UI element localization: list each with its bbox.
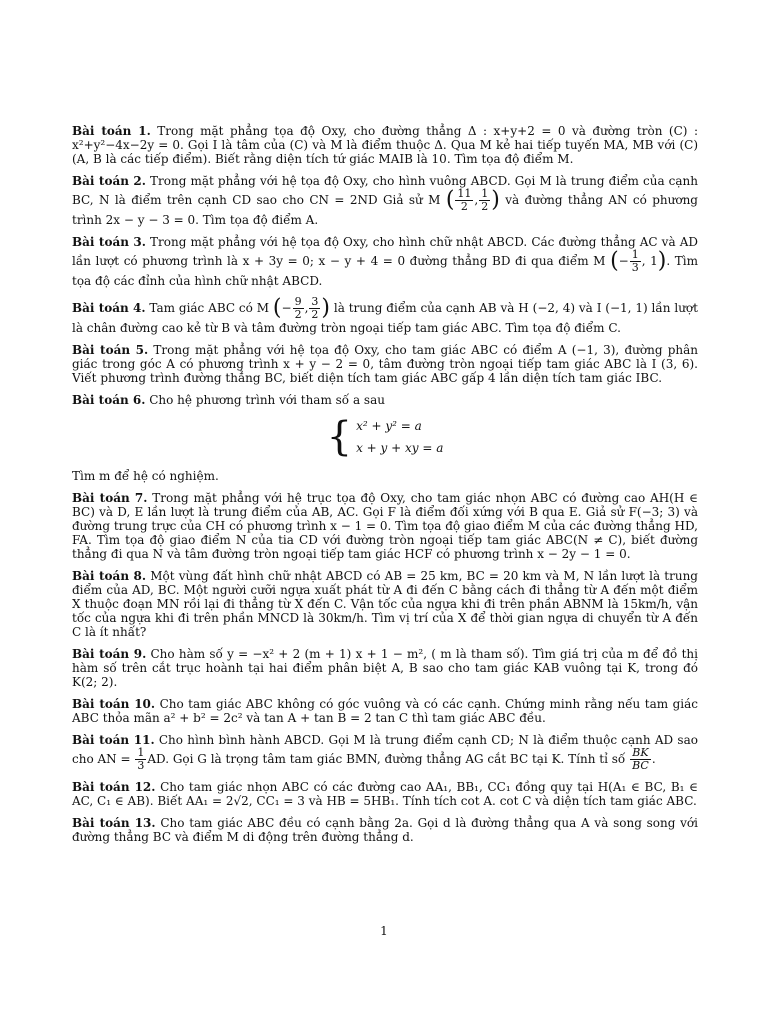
- minus-sign: −: [281, 301, 292, 315]
- problem-9: [72, 647, 698, 689]
- coordinate-tail: , 1: [641, 254, 658, 268]
- problem-text: Cho hệ phương trình với tham số a sau: [149, 393, 385, 407]
- problem-label: Bài toán 4.: [72, 301, 146, 315]
- problem-label: Bài toán 13.: [72, 816, 156, 830]
- open-paren: (: [272, 295, 282, 321]
- problem-text: . Tìm tọa độ các đỉnh của hình chữ nhật ABCD.: [72, 254, 698, 288]
- open-paren: (: [445, 187, 455, 213]
- problem-text: Cho tam giác ABC đều có cạnh bằng 2a. Gọi d là đường thẳng qua A và song song với đường thẳng BC và điểm M di động trên đường thẳng d.: [72, 816, 698, 844]
- problem-text: Trong mặt phẳng tọa độ Oxy, cho đường thẳng Δ : x+y+2 = 0 và đường tròn (C) : x²+y²−4x−2y = 0. Gọi I là tâm của (C) và M là điểm thuộc Δ. Qua M kẻ hai tiếp tuyến MA, MB với (C) (A, B là các tiếp điểm). Biết rằng diện tích tứ giác MAIB là 10. Tìm tọa độ điểm M.: [72, 124, 698, 166]
- fraction: $\frac{11}{2}$: [457, 187, 472, 213]
- equations: [356, 415, 443, 459]
- problem-text: Trong mặt phẳng với hệ tọa độ Oxy, cho hình vuông ABCD. Gọi M là trung điểm của cạnh BC, N là điểm trên cạnh CD sao cho CN = 2ND Giả sử M: [72, 174, 699, 207]
- left-brace: {: [326, 414, 353, 460]
- problem-label: Bài toán 7.: [72, 491, 148, 505]
- problem-text: AD. Gọi G là trọng tâm tam giác BMN, đường thẳng AG cắt BC tại K. Tính tỉ số: [147, 752, 626, 766]
- fraction: $\frac{1}{3}$: [137, 746, 145, 772]
- problem-10: [72, 697, 698, 725]
- minus-sign: −: [618, 254, 629, 268]
- close-paren: ): [321, 295, 330, 321]
- fraction: $\frac{1}{2}$: [481, 187, 489, 213]
- equation-1: x² + y² = a: [356, 419, 422, 433]
- problem-8: [72, 569, 698, 639]
- problem-text: Trong mặt phẳng với hệ tọa độ Oxy, cho hình chữ nhật ABCD. Các đường thẳng AC và AD lần lượt có phương trình là x + 3y = 0; x − y + 4 = 0 đường thẳng BD đi qua điểm M: [72, 235, 698, 268]
- problem-text: Trong mặt phẳng với hệ trục tọa độ Oxy, cho tam giác nhọn ABC có đường cao AH(H ∈ BC) và D, E lần lượt là trung điểm của AB, AC. Gọi F là điểm đối xứng với B qua E. Giả sử F(−3; 3) và đường trung trực của CH có phương trình x − 1 = 0. Tìm tọa độ giao điểm M của các đường thẳng HD, FA. Tìm tọa độ giao điểm N của tia CD với đường tròn ngoại tiếp tam giác ABC(N ≠ C), biết đường thẳng đi qua N và tâm đường tròn ngoại tiếp tam giác HCF có phương trình x − 2y − 1 = 0.: [72, 491, 699, 561]
- problem-text: Cho tam giác nhọn ABC có các đường cao AA₁, BB₁, CC₁ đồng quy tại H(A₁ ∈ BC, B₁ ∈ AC, C₁ ∈ AB). Biết AA₁ = 2√2, CC₁ = 3 và HB = 5HB₁. Tính tích cot A. cot C và diện tích tam giác ABC.: [72, 780, 698, 808]
- problem-text: .: [651, 752, 656, 766]
- problem-6: [72, 393, 698, 483]
- problem-label: Bài toán 2.: [72, 174, 146, 188]
- equation-2: x + y + xy = a: [356, 441, 444, 455]
- problem-text: và đường thẳng AN có phương trình 2x − y − 3 = 0. Tìm tọa độ điểm A.: [72, 193, 698, 227]
- problem-11: [72, 733, 698, 772]
- problem-text: Cho hàm số y = −x² + 2 (m + 1) x + 1 − m², ( m là tham số). Tìm giá trị của m để đồ thị hàm số trên cắt trục hoành tại hai điểm phân biệt A, B sao cho tam giác KAB vuông tại K, trong đó K(2; 2).: [72, 647, 698, 689]
- problem-text: Một vùng đất hình chữ nhật ABCD có AB = 25 km, BC = 20 km và M, N lần lượt là trung điểm của AD, BC. Một người cưỡi ngựa xuất phát từ A đi đến C bằng cách đi thẳng từ A đến một điểm X thuộc đoạn MN rồi lại đi thẳng từ X đến C. Vận tốc của ngựa khi đi trên phần ABNM là 15km/h, vận tốc của ngựa khi đi trên phần MNCD là 30km/h. Tìm vị trí của X để thời gian ngựa di chuyển từ A đến C là ít nhất?: [72, 569, 698, 639]
- problem-7: [72, 491, 698, 561]
- problem-text: Cho hình bình hành ABCD. Gọi M là trung điểm cạnh CD; N là điểm thuộc cạnh AD sao cho AN =: [72, 733, 698, 766]
- page-number: 1: [380, 924, 388, 938]
- close-paren: ): [491, 187, 500, 213]
- problem-3: [72, 235, 698, 288]
- problem-text: là trung điểm của cạnh AB và H (−2, 4) và I (−1, 1) lần lượt là chân đường cao kẻ từ B và tâm đường tròn ngoại tiếp tam giác ABC. Tìm tọa độ điểm C.: [72, 301, 698, 335]
- problem-label: Bài toán 5.: [72, 343, 149, 357]
- problem-label: Bài toán 12.: [72, 780, 156, 794]
- problem-text: Tìm m để hệ có nghiệm.: [72, 469, 219, 483]
- problem-5: [72, 343, 698, 385]
- problem-label: Bài toán 10.: [72, 697, 156, 711]
- problem-1: [72, 124, 698, 166]
- problem-label: Bài toán 1.: [72, 124, 151, 138]
- problem-text: Cho tam giác ABC không có góc vuông và có các cạnh. Chứng minh rằng nếu tam giác ABC thỏa mãn a² + b² = 2c² và tan A + tan B = 2 tan C thì tam giác ABC đều.: [72, 697, 698, 725]
- problem-text: Trong mặt phẳng với hệ tọa độ Oxy, cho tam giác ABC có điểm A (−1, 3), đường phân giác trong góc A có phương trình x + y − 2 = 0, tâm đường tròn ngoại tiếp tam giác ABC là I (3, 6). Viết phương trình đường thẳng BC, biết diện tích tam giác ABC gấp 4 lần diện tích tam giác IBC.: [72, 343, 698, 385]
- fraction: $\frac{9}{2}$: [294, 295, 302, 321]
- problem-label: Bài toán 8.: [72, 569, 147, 583]
- problem-4: Bài toán 4. Tam giác ABC có M (− $\frac{9}{2}$ , $\frac{3}{2}$ ) là trung điểm của cạnh AB và H (−2, 4) và I (−1, 1) lần lượt là chân đường cao kẻ từ B và tâm đường tròn ngoại tiếp tam giác ABC. Tìm tọa độ điểm C.: [72, 295, 698, 335]
- problem-2: Bài toán 2. Trong mặt phẳng với hệ tọa độ Oxy, cho hình vuông ABCD. Gọi M là trung điểm của cạnh BC, N là điểm trên cạnh CD sao cho CN = 2ND Giả sử M ( $\frac{11}{2}$ , $\frac{1}{2}$ ) và đường thẳng AN có phương trình 2x − y − 3 = 0. Tìm tọa độ điểm A.: [72, 174, 699, 227]
- equation-system: [72, 415, 698, 459]
- problem-label: Bài toán 9.: [72, 647, 147, 661]
- fraction: $\frac{1}{3}$: [631, 248, 639, 274]
- problem-13: [72, 816, 698, 844]
- close-paren: ): [657, 248, 667, 274]
- problem-label: Bài toán 11.: [72, 733, 155, 747]
- problem-text: Tam giác ABC có M: [149, 301, 270, 315]
- problem-12: [72, 780, 698, 808]
- problem-label: Bài toán 6.: [72, 393, 146, 407]
- problem-label: Bài toán 3.: [72, 235, 146, 249]
- open-paren: (: [610, 248, 619, 274]
- fraction: $\frac{3}{2}$: [311, 295, 319, 321]
- fraction: $\frac{BK}{BC}$: [632, 746, 649, 772]
